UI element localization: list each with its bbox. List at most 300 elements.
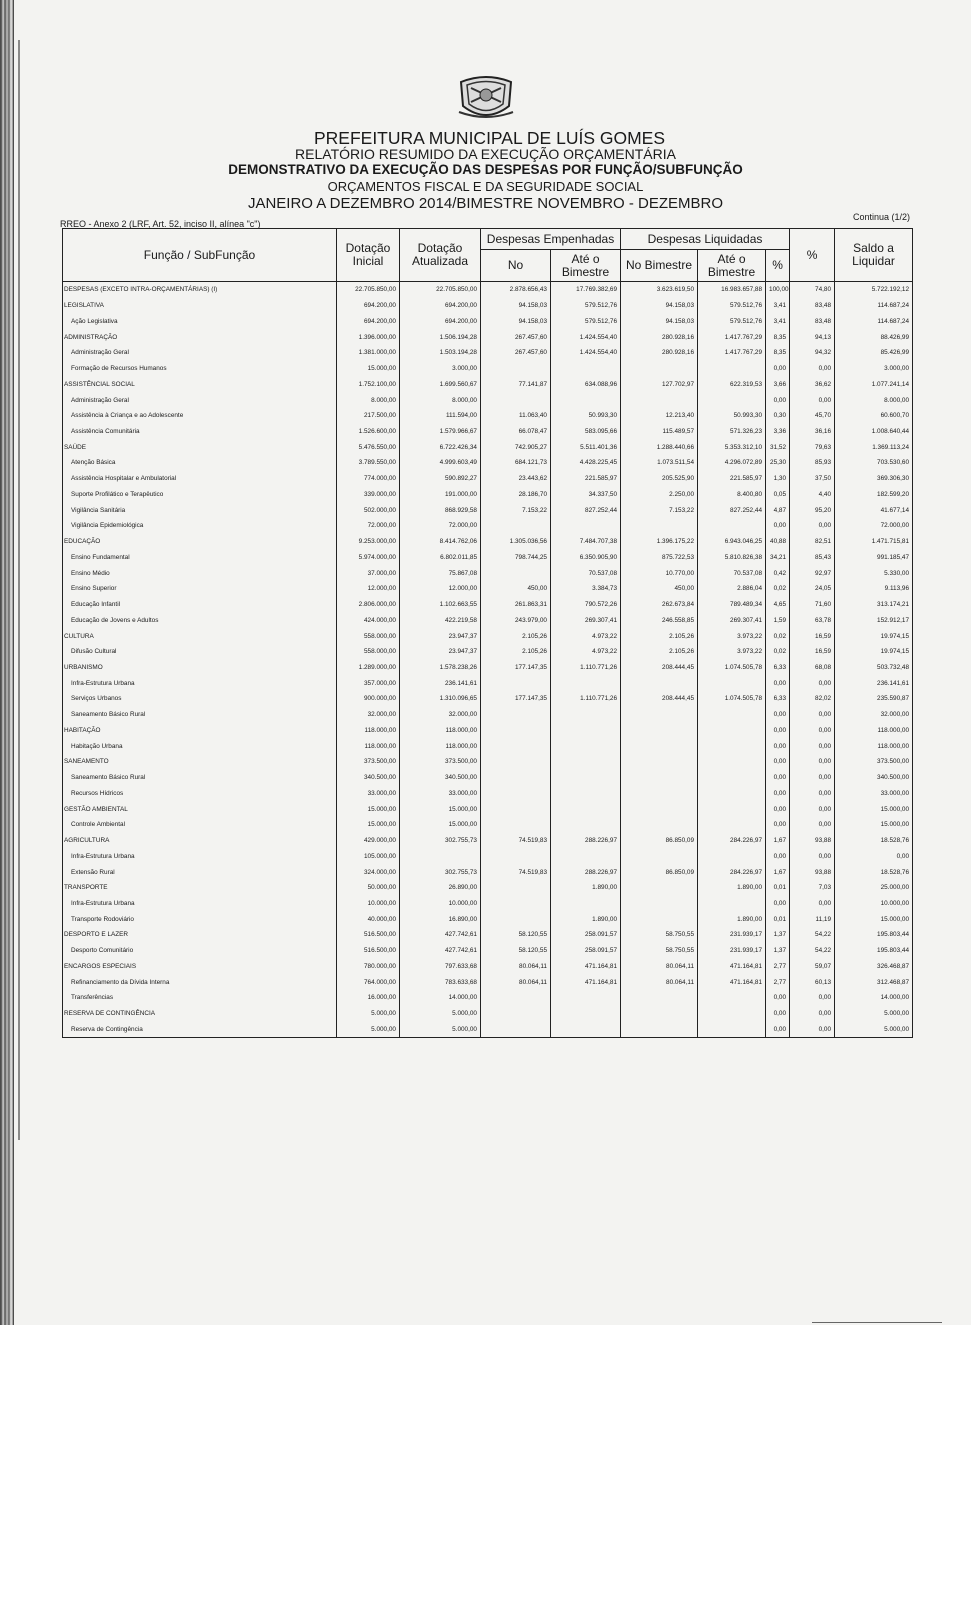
- empenhado-ate-bimestre: 17.769.382,69: [551, 282, 621, 298]
- col-liq-ate: Até o Bimestre: [698, 250, 766, 282]
- liquidado-percent: 2,77: [766, 959, 790, 975]
- row-label: SAÚDE: [63, 439, 337, 455]
- percent: 0,00: [790, 1006, 835, 1022]
- table-row: [63, 376, 913, 392]
- dotacao-inicial: 12.000,00: [337, 581, 400, 597]
- table-row: [63, 549, 913, 565]
- dotacao-inicial: 15.000,00: [337, 361, 400, 377]
- percent: 83,48: [790, 298, 835, 314]
- saldo-a-liquidar: 19.974,15: [835, 644, 913, 660]
- empenhado-no-bimestre: 7.153,22: [481, 502, 551, 518]
- dotacao-atualizada: 797.633,68: [400, 959, 481, 975]
- dotacao-inicial: 764.000,00: [337, 974, 400, 990]
- liquidado-percent: 0,00: [766, 896, 790, 912]
- percent: 16,59: [790, 644, 835, 660]
- dotacao-inicial: 217.500,00: [337, 408, 400, 424]
- percent: 63,78: [790, 612, 835, 628]
- dotacao-atualizada: 4.999.603,49: [400, 455, 481, 471]
- table-row: [63, 581, 913, 597]
- saldo-a-liquidar: 25.000,00: [835, 880, 913, 896]
- liquidado-no-bimestre: 80.064,11: [621, 974, 698, 990]
- liquidado-no-bimestre: [621, 1022, 698, 1038]
- liquidado-percent: 0,00: [766, 1006, 790, 1022]
- liquidado-percent: 3,41: [766, 313, 790, 329]
- empenhado-no-bimestre: [481, 1006, 551, 1022]
- table-row: [63, 628, 913, 644]
- liquidado-percent: 0,00: [766, 1022, 790, 1038]
- dotacao-atualizada: 694.200,00: [400, 313, 481, 329]
- empenhado-no-bimestre: [481, 738, 551, 754]
- empenhado-ate-bimestre: 4.973,22: [551, 644, 621, 660]
- empenhado-ate-bimestre: [551, 361, 621, 377]
- liquidado-ate-bimestre: 1.890,00: [698, 880, 766, 896]
- empenhado-ate-bimestre: [551, 707, 621, 723]
- empenhado-ate-bimestre: 50.993,30: [551, 408, 621, 424]
- row-label: Transferências: [63, 990, 337, 1006]
- dotacao-inicial: 50.000,00: [337, 880, 400, 896]
- liquidado-percent: 1,30: [766, 471, 790, 487]
- liquidado-no-bimestre: 208.444,45: [621, 660, 698, 676]
- percent: 59,07: [790, 959, 835, 975]
- row-label: GESTÃO AMBIENTAL: [63, 801, 337, 817]
- table-row: [63, 345, 913, 361]
- liquidado-ate-bimestre: 3.973,22: [698, 628, 766, 644]
- empenhado-ate-bimestre: [551, 675, 621, 691]
- liquidado-percent: 0,02: [766, 628, 790, 644]
- dotacao-atualizada: 12.000,00: [400, 581, 481, 597]
- empenhado-no-bimestre: [481, 518, 551, 534]
- dotacao-atualizada: 302.755,73: [400, 833, 481, 849]
- liquidado-percent: 0,05: [766, 487, 790, 503]
- dotacao-inicial: 37.000,00: [337, 565, 400, 581]
- dotacao-inicial: 516.500,00: [337, 943, 400, 959]
- dotacao-atualizada: 5.000,00: [400, 1022, 481, 1038]
- empenhado-no-bimestre: 243.979,00: [481, 612, 551, 628]
- empenhado-ate-bimestre: 5.511.401,36: [551, 439, 621, 455]
- table-row: [63, 455, 913, 471]
- liquidado-ate-bimestre: [698, 770, 766, 786]
- empenhado-ate-bimestre: 471.164,81: [551, 959, 621, 975]
- liquidado-percent: 34,21: [766, 549, 790, 565]
- liquidado-ate-bimestre: [698, 786, 766, 802]
- empenhado-no-bimestre: 66.078,47: [481, 424, 551, 440]
- liquidado-no-bimestre: 280.928,16: [621, 329, 698, 345]
- saldo-a-liquidar: 5.000,00: [835, 1006, 913, 1022]
- liquidado-percent: 100,00: [766, 282, 790, 298]
- saldo-a-liquidar: 41.677,14: [835, 502, 913, 518]
- percent: 85,93: [790, 455, 835, 471]
- liquidado-percent: 0,00: [766, 770, 790, 786]
- empenhado-no-bimestre: 74.519,83: [481, 833, 551, 849]
- dotacao-atualizada: 75.867,08: [400, 565, 481, 581]
- table-row: [63, 974, 913, 990]
- liquidado-percent: 1,67: [766, 833, 790, 849]
- empenhado-ate-bimestre: 288.226,97: [551, 864, 621, 880]
- dotacao-inicial: 3.789.550,00: [337, 455, 400, 471]
- saldo-a-liquidar: 235.590,87: [835, 691, 913, 707]
- liquidado-no-bimestre: [621, 786, 698, 802]
- liquidado-percent: 4,65: [766, 597, 790, 613]
- dotacao-atualizada: 22.705.850,00: [400, 282, 481, 298]
- dotacao-inicial: 558.000,00: [337, 628, 400, 644]
- row-label: Assistência à Criança e ao Adolescente: [63, 408, 337, 424]
- table-row: [63, 471, 913, 487]
- saldo-a-liquidar: 195.803,44: [835, 927, 913, 943]
- empenhado-ate-bimestre: 579.512,76: [551, 313, 621, 329]
- liquidado-no-bimestre: [621, 723, 698, 739]
- table-row: [63, 439, 913, 455]
- percent: 24,05: [790, 581, 835, 597]
- liquidado-percent: 1,37: [766, 943, 790, 959]
- col-saldo: Saldo a Liquidar: [835, 229, 913, 282]
- col-funcao: Função / SubFunção: [63, 229, 337, 282]
- empenhado-ate-bimestre: 1.424.554,40: [551, 345, 621, 361]
- saldo-a-liquidar: 114.687,24: [835, 313, 913, 329]
- liquidado-no-bimestre: [621, 754, 698, 770]
- col-liquidadas: Despesas Liquidadas: [621, 229, 790, 250]
- table-row: [63, 408, 913, 424]
- row-label: Habitação Urbana: [63, 738, 337, 754]
- liquidado-percent: 1,59: [766, 612, 790, 628]
- row-label: Ensino Fundamental: [63, 549, 337, 565]
- empenhado-ate-bimestre: 288.226,97: [551, 833, 621, 849]
- empenhado-no-bimestre: [481, 801, 551, 817]
- percent: 0,00: [790, 896, 835, 912]
- dotacao-inicial: 357.000,00: [337, 675, 400, 691]
- dotacao-atualizada: 340.500,00: [400, 770, 481, 786]
- liquidado-no-bimestre: 12.213,40: [621, 408, 698, 424]
- col-dotacao-atualizada: Dotação Atualizada: [400, 229, 481, 282]
- row-label: Suporte Profilático e Terapêutico: [63, 487, 337, 503]
- row-label: RESERVA DE CONTINGÊNCIA: [63, 1006, 337, 1022]
- liquidado-no-bimestre: [621, 518, 698, 534]
- table-row: [63, 660, 913, 676]
- liquidado-no-bimestre: [621, 675, 698, 691]
- empenhado-ate-bimestre: [551, 990, 621, 1006]
- dotacao-atualizada: 33.000,00: [400, 786, 481, 802]
- liquidado-no-bimestre: 10.770,00: [621, 565, 698, 581]
- saldo-a-liquidar: 195.803,44: [835, 943, 913, 959]
- dotacao-inicial: 424.000,00: [337, 612, 400, 628]
- percent: 0,00: [790, 786, 835, 802]
- percent: 0,00: [790, 770, 835, 786]
- dotacao-atualizada: 32.000,00: [400, 707, 481, 723]
- row-label: Assistência Hospitalar e Ambulatorial: [63, 471, 337, 487]
- table-row: [63, 518, 913, 534]
- empenhado-no-bimestre: 177.147,35: [481, 660, 551, 676]
- dotacao-inicial: 15.000,00: [337, 801, 400, 817]
- saldo-a-liquidar: 85.426,99: [835, 345, 913, 361]
- percent: 79,63: [790, 439, 835, 455]
- table-row: [63, 943, 913, 959]
- percent: 54,22: [790, 927, 835, 943]
- saldo-a-liquidar: 118.000,00: [835, 723, 913, 739]
- liquidado-percent: 0,00: [766, 392, 790, 408]
- liquidado-no-bimestre: 58.750,55: [621, 943, 698, 959]
- liquidado-percent: 6,33: [766, 691, 790, 707]
- liquidado-no-bimestre: [621, 801, 698, 817]
- liquidado-percent: 4,87: [766, 502, 790, 518]
- empenhado-no-bimestre: 742.905,27: [481, 439, 551, 455]
- saldo-a-liquidar: 88.426,99: [835, 329, 913, 345]
- liquidado-ate-bimestre: 1.074.505,78: [698, 691, 766, 707]
- col-dotacao-inicial: Dotação Inicial: [337, 229, 400, 282]
- expenses-table: [62, 228, 913, 1038]
- empenhado-ate-bimestre: [551, 392, 621, 408]
- liquidado-ate-bimestre: 231.939,17: [698, 943, 766, 959]
- liquidado-ate-bimestre: 471.164,81: [698, 974, 766, 990]
- liquidado-no-bimestre: 80.064,11: [621, 959, 698, 975]
- liquidado-ate-bimestre: 1.890,00: [698, 911, 766, 927]
- col-liq-percent: %: [766, 250, 790, 282]
- row-label: Vigilância Sanitária: [63, 502, 337, 518]
- table-row: [63, 911, 913, 927]
- liquidado-no-bimestre: 86.850,09: [621, 864, 698, 880]
- dotacao-inicial: 16.000,00: [337, 990, 400, 1006]
- empenhado-ate-bimestre: [551, 848, 621, 864]
- row-label: Educação de Jovens e Adultos: [63, 612, 337, 628]
- rreo-annex-ref: RREO - Anexo 2 (LRF, Art. 52, inciso II, alínea "c"): [60, 219, 261, 229]
- empenhado-ate-bimestre: [551, 1022, 621, 1038]
- empenhado-ate-bimestre: 1.890,00: [551, 911, 621, 927]
- liquidado-ate-bimestre: 827.252,44: [698, 502, 766, 518]
- row-label: Ensino Médio: [63, 565, 337, 581]
- liquidado-ate-bimestre: [698, 518, 766, 534]
- dotacao-inicial: 1.396.000,00: [337, 329, 400, 345]
- empenhado-no-bimestre: 58.120,55: [481, 943, 551, 959]
- row-label: Extensão Rural: [63, 864, 337, 880]
- liquidado-no-bimestre: 86.850,09: [621, 833, 698, 849]
- table-row: [63, 880, 913, 896]
- percent: 0,00: [790, 848, 835, 864]
- dotacao-atualizada: 1.310.096,65: [400, 691, 481, 707]
- dotacao-inicial: 900.000,00: [337, 691, 400, 707]
- table-row: [63, 864, 913, 880]
- saldo-a-liquidar: 1.471.715,81: [835, 534, 913, 550]
- dotacao-atualizada: 118.000,00: [400, 723, 481, 739]
- liquidado-ate-bimestre: 471.164,81: [698, 959, 766, 975]
- liquidado-percent: 3,66: [766, 376, 790, 392]
- dotacao-inicial: 1.289.000,00: [337, 660, 400, 676]
- row-label: Transporte Rodoviário: [63, 911, 337, 927]
- municipality-title: PREFEITURA MUNICIPAL DE LUÍS GOMES: [313, 128, 666, 148]
- row-label: ASSISTÊNCIAL SOCIAL: [63, 376, 337, 392]
- table-row: [63, 392, 913, 408]
- liquidado-ate-bimestre: [698, 707, 766, 723]
- percent: 68,08: [790, 660, 835, 676]
- empenhado-ate-bimestre: [551, 518, 621, 534]
- percent: 37,50: [790, 471, 835, 487]
- row-label: Difusão Cultural: [63, 644, 337, 660]
- dotacao-atualizada: 118.000,00: [400, 738, 481, 754]
- empenhado-no-bimestre: [481, 817, 551, 833]
- dotacao-inicial: 373.500,00: [337, 754, 400, 770]
- liquidado-no-bimestre: [621, 770, 698, 786]
- table-row: [63, 723, 913, 739]
- liquidado-percent: 0,00: [766, 848, 790, 864]
- continuation-note: Continua (1/2): [853, 212, 911, 222]
- col-liq-no: No Bimestre: [621, 250, 698, 282]
- percent: 92,97: [790, 565, 835, 581]
- dotacao-atualizada: 15.000,00: [400, 801, 481, 817]
- saldo-a-liquidar: 313.174,21: [835, 597, 913, 613]
- liquidado-ate-bimestre: 6.943.046,25: [698, 534, 766, 550]
- dotacao-inicial: 1.526.600,00: [337, 424, 400, 440]
- liquidado-ate-bimestre: 622.319,53: [698, 376, 766, 392]
- dotacao-inicial: 502.000,00: [337, 502, 400, 518]
- liquidado-percent: 0,42: [766, 565, 790, 581]
- percent: 0,00: [790, 990, 835, 1006]
- empenhado-no-bimestre: 450,00: [481, 581, 551, 597]
- dotacao-atualizada: 236.141,61: [400, 675, 481, 691]
- dotacao-inicial: 72.000,00: [337, 518, 400, 534]
- row-label: Administração Geral: [63, 392, 337, 408]
- liquidado-percent: 0,00: [766, 738, 790, 754]
- period: JANEIRO A DEZEMBRO 2014/BIMESTRE NOVEMBRO - DEZEMBRO: [247, 195, 724, 212]
- empenhado-no-bimestre: 267.457,60: [481, 329, 551, 345]
- liquidado-percent: 40,88: [766, 534, 790, 550]
- liquidado-ate-bimestre: [698, 848, 766, 864]
- empenhado-ate-bimestre: 579.512,76: [551, 298, 621, 314]
- saldo-a-liquidar: 503.732,48: [835, 660, 913, 676]
- saldo-a-liquidar: 369.306,30: [835, 471, 913, 487]
- percent: 0,00: [790, 1022, 835, 1038]
- empenhado-no-bimestre: [481, 565, 551, 581]
- percent: 36,62: [790, 376, 835, 392]
- empenhado-no-bimestre: [481, 392, 551, 408]
- table-row: [63, 959, 913, 975]
- liquidado-no-bimestre: 94.158,03: [621, 313, 698, 329]
- liquidado-percent: 31,52: [766, 439, 790, 455]
- percent: 4,40: [790, 487, 835, 503]
- dotacao-atualizada: 1.102.663,55: [400, 597, 481, 613]
- saldo-a-liquidar: 0,00: [835, 848, 913, 864]
- percent: 11,19: [790, 911, 835, 927]
- liquidado-no-bimestre: 58.750,55: [621, 927, 698, 943]
- saldo-a-liquidar: 1.008.640,44: [835, 424, 913, 440]
- liquidado-ate-bimestre: 221.585,97: [698, 471, 766, 487]
- empenhado-ate-bimestre: 4.428.225,45: [551, 455, 621, 471]
- report-title: RELATÓRIO RESUMIDO DA EXECUÇÃO ORÇAMENTÁRIA: [295, 146, 676, 162]
- liquidado-no-bimestre: [621, 817, 698, 833]
- empenhado-no-bimestre: [481, 723, 551, 739]
- saldo-a-liquidar: 32.000,00: [835, 707, 913, 723]
- liquidado-percent: 0,01: [766, 911, 790, 927]
- empenhado-no-bimestre: 11.063,40: [481, 408, 551, 424]
- empenhado-no-bimestre: 74.519,83: [481, 864, 551, 880]
- dotacao-inicial: 774.000,00: [337, 471, 400, 487]
- dotacao-inicial: 516.500,00: [337, 927, 400, 943]
- dotacao-inicial: 1.381.000,00: [337, 345, 400, 361]
- empenhado-no-bimestre: 2.878.656,43: [481, 282, 551, 298]
- saldo-a-liquidar: 15.000,00: [835, 801, 913, 817]
- empenhado-ate-bimestre: 634.088,96: [551, 376, 621, 392]
- liquidado-no-bimestre: 262.673,84: [621, 597, 698, 613]
- row-label: Desporto Comunitário: [63, 943, 337, 959]
- liquidado-ate-bimestre: 579.512,76: [698, 313, 766, 329]
- saldo-a-liquidar: 15.000,00: [835, 911, 913, 927]
- liquidado-percent: 0,30: [766, 408, 790, 424]
- row-label: LEGISLATIVA: [63, 298, 337, 314]
- table-row: [63, 770, 913, 786]
- dotacao-atualizada: 10.000,00: [400, 896, 481, 912]
- liquidado-ate-bimestre: 284.226,97: [698, 864, 766, 880]
- dotacao-atualizada: 16.890,00: [400, 911, 481, 927]
- empenhado-no-bimestre: 267.457,60: [481, 345, 551, 361]
- empenhado-no-bimestre: 2.105,26: [481, 644, 551, 660]
- dotacao-inicial: 33.000,00: [337, 786, 400, 802]
- empenhado-ate-bimestre: 258.091,57: [551, 943, 621, 959]
- liquidado-ate-bimestre: 571.326,23: [698, 424, 766, 440]
- liquidado-no-bimestre: 2.105,26: [621, 628, 698, 644]
- row-label: DESPESAS (EXCETO INTRA-ORÇAMENTÁRIAS) (I): [63, 282, 337, 298]
- saldo-a-liquidar: 15.000,00: [835, 817, 913, 833]
- dotacao-atualizada: 422.219,58: [400, 612, 481, 628]
- col-emp-no: No: [481, 250, 551, 282]
- empenhado-ate-bimestre: 827.252,44: [551, 502, 621, 518]
- liquidado-percent: 0,00: [766, 723, 790, 739]
- row-label: SANEAMENTO: [63, 754, 337, 770]
- row-label: Infra-Estrutura Urbana: [63, 675, 337, 691]
- row-label: TRANSPORTE: [63, 880, 337, 896]
- saldo-a-liquidar: 373.500,00: [835, 754, 913, 770]
- liquidado-percent: 0,00: [766, 817, 790, 833]
- percent: 94,13: [790, 329, 835, 345]
- liquidado-no-bimestre: [621, 880, 698, 896]
- dotacao-inicial: 780.000,00: [337, 959, 400, 975]
- liquidado-no-bimestre: 115.489,57: [621, 424, 698, 440]
- saldo-a-liquidar: 1.369.113,24: [835, 439, 913, 455]
- liquidado-ate-bimestre: 3.973,22: [698, 644, 766, 660]
- percent: 74,80: [790, 282, 835, 298]
- empenhado-no-bimestre: [481, 880, 551, 896]
- row-label: URBANISMO: [63, 660, 337, 676]
- percent: 71,60: [790, 597, 835, 613]
- liquidado-percent: 8,35: [766, 329, 790, 345]
- empenhado-ate-bimestre: 3.384,73: [551, 581, 621, 597]
- empenhado-ate-bimestre: [551, 754, 621, 770]
- table-row: [63, 896, 913, 912]
- scan-bottom-mark: [812, 1322, 942, 1323]
- liquidado-ate-bimestre: 8.400,80: [698, 487, 766, 503]
- empenhado-no-bimestre: 23.443,62: [481, 471, 551, 487]
- saldo-a-liquidar: 60.600,70: [835, 408, 913, 424]
- percent: 82,02: [790, 691, 835, 707]
- liquidado-ate-bimestre: 16.983.657,88: [698, 282, 766, 298]
- liquidado-percent: 25,30: [766, 455, 790, 471]
- table-row: [63, 329, 913, 345]
- row-label: Vigilância Epidemiológica: [63, 518, 337, 534]
- percent: 85,43: [790, 549, 835, 565]
- empenhado-no-bimestre: 1.305.036,56: [481, 534, 551, 550]
- table-row: [63, 298, 913, 314]
- row-label: Controle Ambiental: [63, 817, 337, 833]
- saldo-a-liquidar: 182.599,20: [835, 487, 913, 503]
- table-row: [63, 361, 913, 377]
- liquidado-percent: 6,33: [766, 660, 790, 676]
- dotacao-atualizada: 6.722.426,34: [400, 439, 481, 455]
- percent: 0,00: [790, 723, 835, 739]
- dotacao-atualizada: 694.200,00: [400, 298, 481, 314]
- dotacao-inicial: 15.000,00: [337, 817, 400, 833]
- row-label: Reserva de Contingência: [63, 1022, 337, 1038]
- statement-title: DEMONSTRATIVO DA EXECUÇÃO DAS DESPESAS POR FUNÇÃO/SUBFUNÇÃO: [228, 162, 743, 177]
- dotacao-inicial: 5.000,00: [337, 1022, 400, 1038]
- empenhado-no-bimestre: 2.105,26: [481, 628, 551, 644]
- row-label: Educação Infantil: [63, 597, 337, 613]
- liquidado-no-bimestre: 1.396.175,22: [621, 534, 698, 550]
- dotacao-inicial: 105.000,00: [337, 848, 400, 864]
